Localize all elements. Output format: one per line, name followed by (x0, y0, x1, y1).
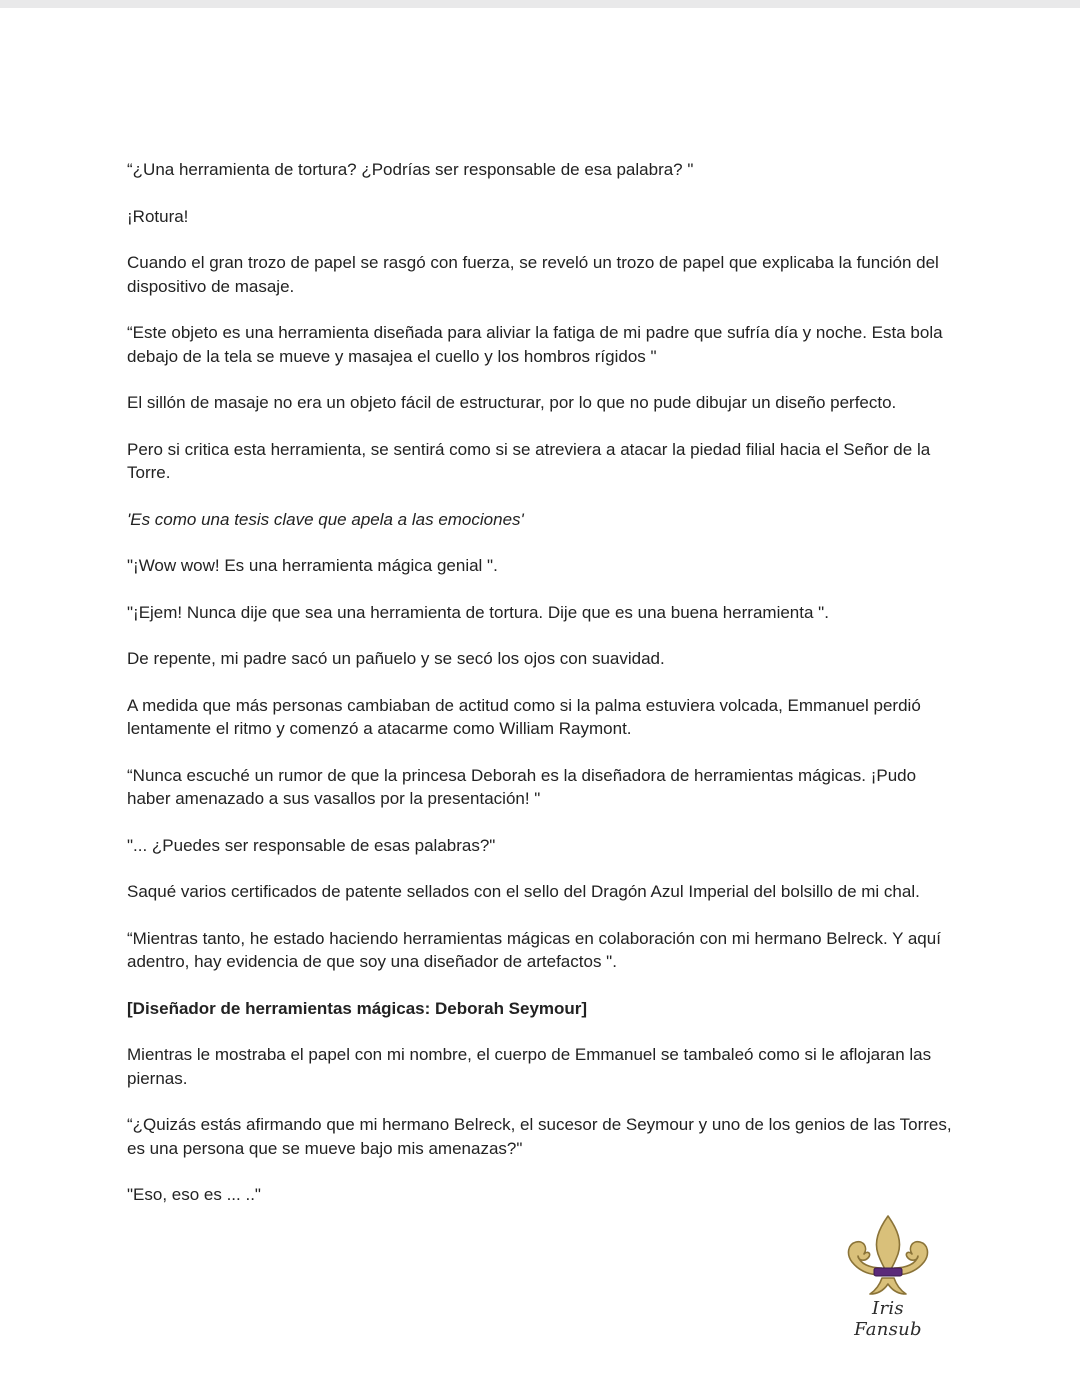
paragraph-bold-heading: [Diseñador de herramientas mágicas: Deborah Seymour] (127, 998, 588, 1018)
paragraph: “Nunca escuché un rumor de que la princesa Deborah es la diseñadora de herramientas mágicas. ¡Pudo haber amenazado a sus vasallos por la presentación! " (127, 765, 917, 808)
paragraph: Cuando el gran trozo de papel se rasgó con fuerza, se reveló un trozo de papel que explicaba la función del dispositivo de masaje. (127, 253, 939, 296)
paragraph: Saqué varios certificados de patente sellados con el sello del Dragón Azul Imperial del bolsillo de mi chal. (127, 882, 920, 901)
paragraph: Mientras le mostraba el papel con mi nombre, el cuerpo de Emmanuel se tambaleó como si le aflojaran las piernas. (127, 1045, 932, 1088)
document-page (127, 158, 957, 1230)
paragraph: "¡Ejem! Nunca dije que sea una herramienta de tortura. Dije que es una buena herramienta ". (127, 602, 829, 622)
paragraph: “Este objeto es una herramienta diseñada para aliviar la fatiga de mi padre que sufría día y noche. Esta bola debajo de la tela se mueve y masajea el cuello y los hombros rígidos " (127, 323, 943, 366)
paragraph: El sillón de masaje no era un objeto fácil de estructurar, por lo que no pude dibujar un diseño perfecto. (127, 393, 897, 412)
paragraph: Pero si critica esta herramienta, se sentirá como si se atreviera a atacar la piedad filial hacia el Señor de la Torre. (127, 439, 931, 482)
paragraph: “¿Una herramienta de tortura? ¿Podrías ser responsable de esa palabra? " (127, 160, 694, 179)
top-bar (0, 0, 1080, 8)
paragraph: "¡Wow wow! Es una herramienta mágica genial ". (127, 556, 498, 575)
paragraph-italic: 'Es como una tesis clave que apela a las emociones' (127, 509, 524, 529)
paragraph: De repente, mi padre sacó un pañuelo y se secó los ojos con suavidad. (127, 649, 665, 668)
watermark-logo (838, 1212, 938, 1340)
paragraph: "... ¿Puedes ser responsable de esas palabras?" (127, 835, 496, 855)
paragraph: “¿Quizás estás afirmando que mi hermano Belreck, el sucesor de Seymour y uno de los genios de las Torres, es una persona que se mueve bajo mis amenazas?" (127, 1115, 952, 1158)
paragraph: ¡Rotura! (127, 206, 189, 226)
paragraph: A medida que más personas cambiaban de actitud como si la palma estuviera volcada, Emmanuel perdió lentamente el ritmo y comenzó a atacarme como William Raymont. (127, 695, 921, 738)
fleur-de-lis-icon (838, 1212, 938, 1298)
watermark-text: Iris Fansub (854, 1298, 922, 1340)
paragraph: “Mientras tanto, he estado haciendo herramientas mágicas en colaboración con mi hermano Belreck. Y aquí adentro, hay evidencia de que soy una diseñador de artefactos ". (127, 928, 941, 971)
paragraph: "Eso, eso es ... .." (127, 1185, 261, 1204)
